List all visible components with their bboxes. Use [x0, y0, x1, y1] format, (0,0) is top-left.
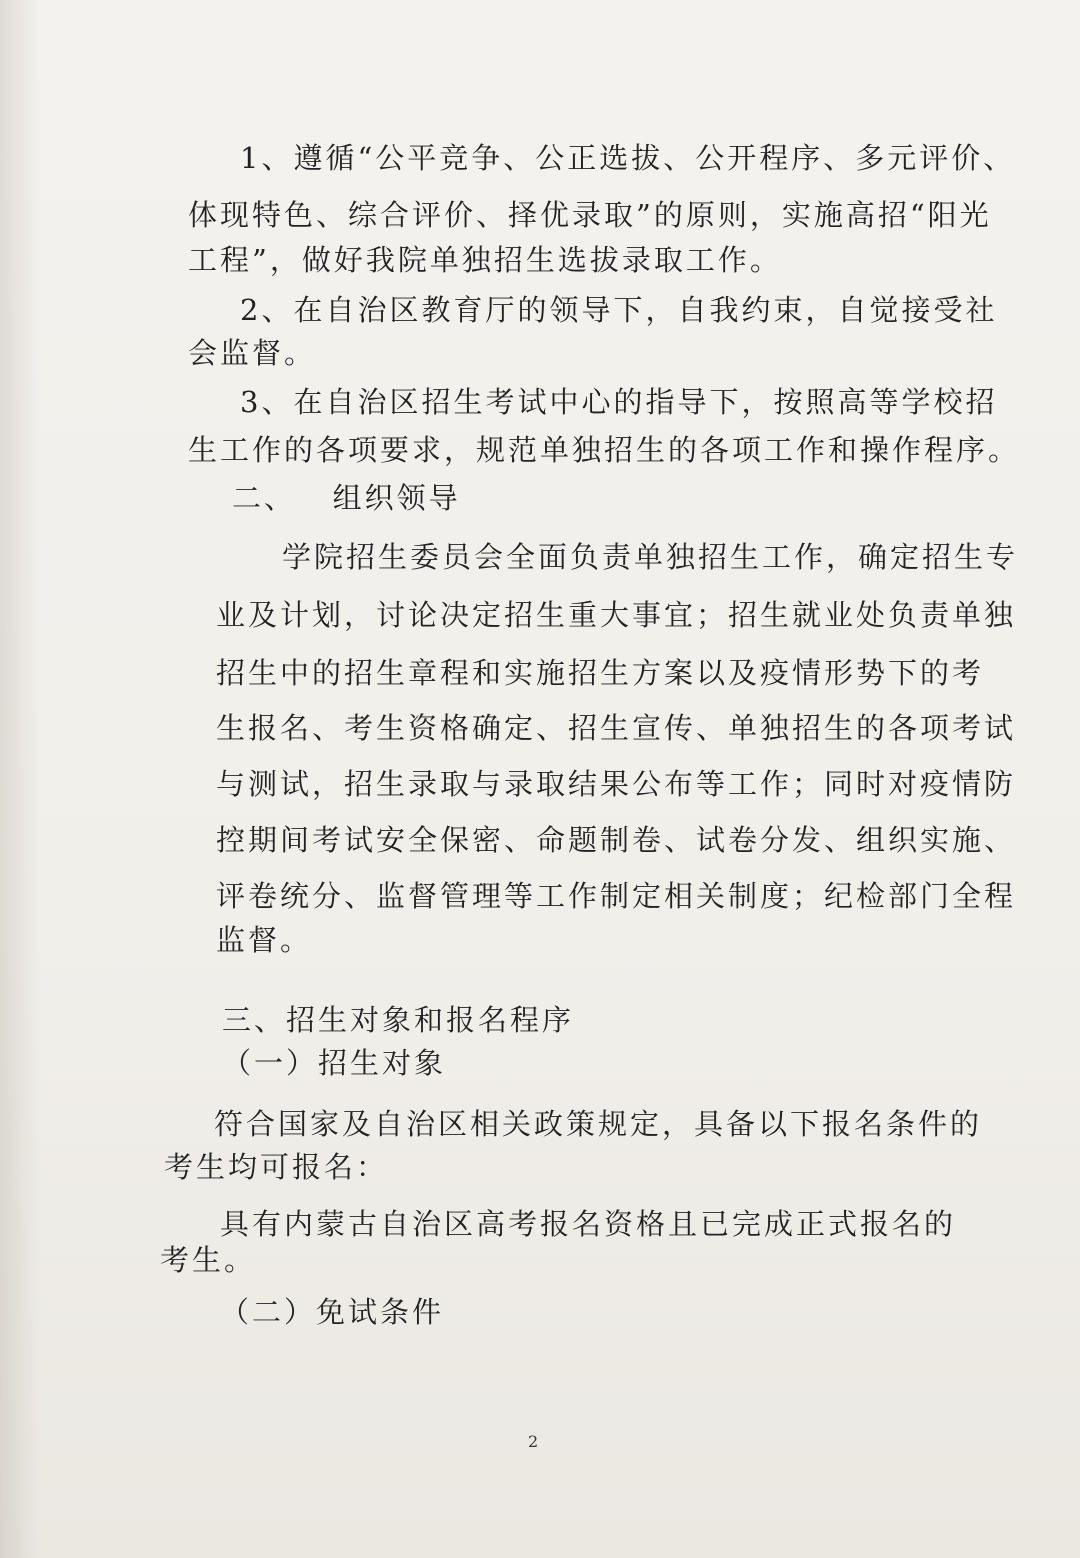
item3-line-2: 生工作的各项要求，规范单独招生的各项工作和操作程序。: [188, 433, 1021, 467]
page-number: 2: [528, 1432, 539, 1451]
item1-line-1: 1、遵循“公平竞争、公正选拔、公开程序、多元评价、: [240, 141, 1016, 175]
section2-line-4: 生报名、考生资格确定、招生宣传、单独招生的各项考试: [216, 711, 1017, 745]
item1-line-3: 工程”，做好我院单独招生选拔录取工作。: [188, 243, 782, 277]
section2-line-7: 评卷统分、监督管理等工作制定相关制度；纪检部门全程: [216, 879, 1017, 913]
item3-line-1: 3、在自治区招生考试中心的指导下，按照高等学校招: [240, 385, 998, 419]
section3-para1-line-1: 符合国家及自治区相关政策规定，具备以下报名条件的: [214, 1107, 983, 1141]
section3-para1-line-2: 考生均可报名：: [164, 1150, 389, 1184]
item2-line-2: 会监督。: [188, 336, 317, 370]
section2-line-2: 业及计划，讨论决定招生重大事宜；招生就业处负责单独: [216, 598, 1017, 632]
item2-line-1: 2、在自治区教育厅的领导下，自我约束，自觉接受社: [240, 293, 998, 327]
section3-para2-line-1: 具有内蒙古自治区高考报名资格且已完成正式报名的: [220, 1207, 957, 1241]
section3-sub2: （二）免试条件: [220, 1295, 445, 1329]
section2-line-3: 招生中的招生章程和实施招生方案以及疫情形势下的考: [216, 656, 985, 690]
section3-sub1: （一）招生对象: [222, 1046, 447, 1080]
section2-line-6: 控期间考试安全保密、命题制卷、试卷分发、组织实施、: [216, 823, 1017, 857]
section3-heading: 三、招生对象和报名程序: [222, 1003, 575, 1037]
section2-line-8: 监督。: [216, 923, 313, 957]
page-shadow: [0, 0, 40, 1558]
section2-line-5: 与测试，招生录取与录取结果公布等工作；同时对疫情防: [216, 767, 1017, 801]
section2-line-1: 学院招生委员会全面负责单独招生工作，确定招生专: [282, 540, 1019, 574]
section2-heading: 二、 组织领导: [232, 481, 461, 515]
section3-para2-line-2: 考生。: [160, 1243, 257, 1277]
item1-line-2: 体现特色、综合评价、择优录取”的原则，实施高招“阳光: [188, 198, 992, 232]
